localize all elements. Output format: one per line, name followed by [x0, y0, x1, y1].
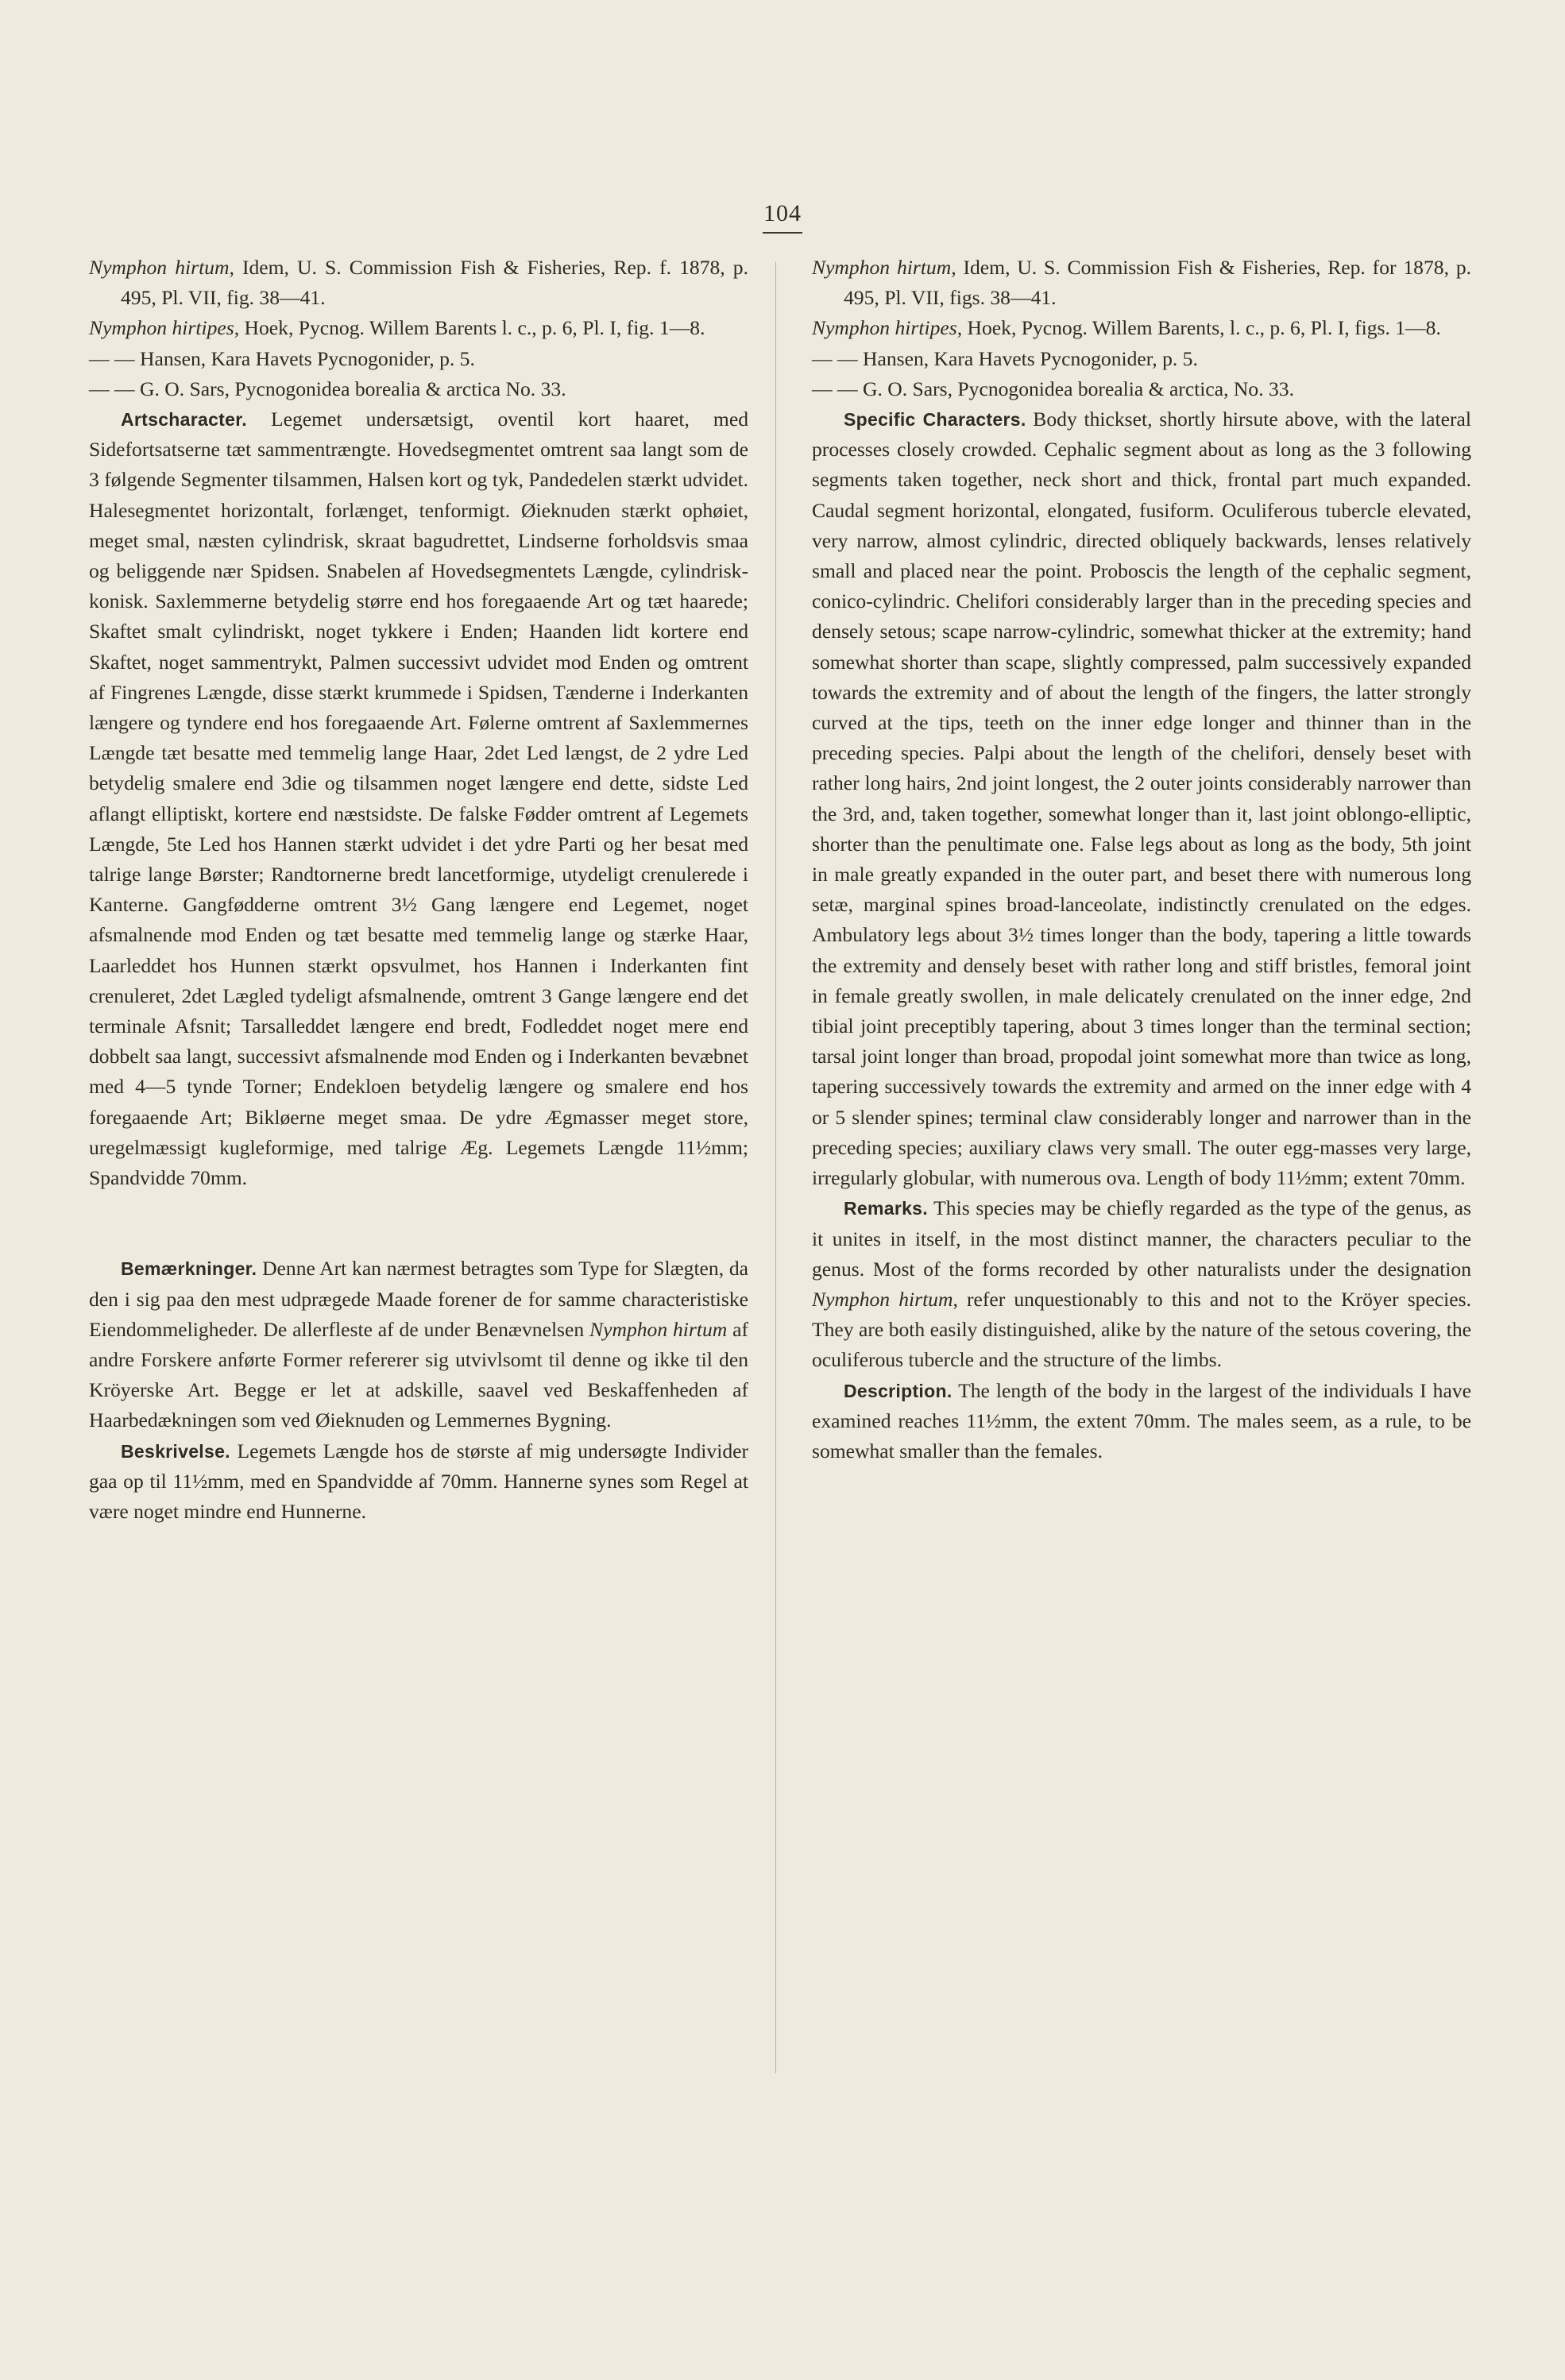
paragraph-text: Body thickset, shortly hirsute above, with the lateral processes closely crowded. Cephalic segment about as long as the 3 following segments taken together, neck short and thick, frontal part much expanded. Caudal segment horizontal, elongated, fusiform. Oculiferous tubercle elevated, very narrow, almost cylindric, directed obliquely backwards, lenses relatively small and placed near the point. Proboscis the length of the cephalic segment, conico-cylindric. Chelifori considerably larger than in the preceding species and densely setous; scape narrow-cylindric, somewhat thicker at the extremity; hand somewhat shorter than scape, slightly compressed, palm successively expanded towards the extremity and of about the length of the fingers, the latter strongly curved at the tips, teeth on the inner edge longer and thinner than in the preceding species. Palpi about the length of the chelifori, densely beset with rather long hairs, 2nd joint longest, the 2 outer joints considerably narrower than the 3rd, and, taken together, somewhat longer than it, last joint oblongo-elliptic, shorter than the penultimate one. False legs about as long as the body, 5th joint in male greatly expanded in the outer part, and beset there with numerous long setæ, marginal spines broad-lanceolate, indistinctly crenulated on the edges. Ambulatory legs about 3½ times longer than the body, tapering a little towards the extremity and densely beset with rather long and stiff bristles, femoral joint in female greatly swollen, in male delicately crenulated on the inner edge, 2nd tibial joint preceptibly tapering, about 3 times longer than the terminal section; tarsal joint longer than broad, propodal joint somewhat more than twice as long, tapering successively towards the extremity and armed on the inner edge with 4 or 5 slender spines; terminal claw considerably longer and narrower than in the preceding species; auxiliary claws very small. The outer egg-masses very large, irregularly globular, with numerous ova. Length of body 11½mm; extent 70mm. [812, 408, 1471, 1190]
reference-entry [89, 253, 748, 313]
reference-entry [812, 313, 1471, 343]
reference-text: Hansen, Kara Havets Pycnogonider, p. 5. [857, 346, 1198, 370]
column-divider [775, 262, 776, 2073]
species-characters-paragraph [89, 404, 748, 1193]
reference-text: Hoek, Pycnog. Willem Barents, l. c., p. 6, Pl. I, figs. 1—8. [962, 316, 1441, 340]
reference-text: G. O. Sars, Pycnogonidea borealia & arctica No. 33. [134, 377, 566, 400]
reference-entry [812, 344, 1471, 374]
section-heading: Remarks. [844, 1198, 928, 1219]
taxon-name: Nymphon hirtipes, [89, 316, 240, 340]
reference-text: Idem, U. S. Commission Fish & Fisheries, Rep. for 1878, p. 495, Pl. VII, figs. 38—41. [844, 256, 1472, 310]
taxon-name: Nymphon hirtipes, [812, 316, 963, 340]
spacer [89, 1193, 748, 1254]
paragraph-text: af andre Forskere anførte Former refererer sig utvivlsomt til denne og ikke til den Kröyerske Art. Begge er let at adskille, saavel ved Beskaffenheden af Haarbedækningen som ved Øieknuden og Lemmernes Bygning. [89, 1317, 748, 1432]
description-paragraph [812, 1376, 1471, 1467]
taxon-name: Nymphon hirtum, [812, 256, 956, 279]
paragraph-text: This species may be chiefly regarded as the type of the genus, as it unites in itself, in the most distinct manner, the characters peculiar to the genus. Most of the forms recorded by other naturalists under the designation [812, 1196, 1471, 1281]
description-paragraph [89, 1436, 748, 1528]
section-heading: Beskrivelse. [121, 1440, 230, 1462]
reference-entry [89, 374, 748, 404]
paragraph-text: Denne Art kan nærmest betragtes som Type for Slægten, da den i sig paa den mest udprægede Maade forener de for samme characteristiske Eiendommeligheder. De allerfleste af de under Benævnelsen [89, 1257, 748, 1341]
reference-entry [89, 344, 748, 374]
ditto-mark: — — [812, 377, 858, 400]
section-heading: Specific Characters. [844, 409, 1026, 431]
paragraph-text: Legemets Længde hos de største af mig undersøgte Individer gaa op til 11½mm, med en Spandvidde af 70mm. Hannerne synes som Regel at være noget mindre end Hunnerne. [89, 1439, 748, 1523]
ditto-mark: — — [812, 346, 858, 370]
paragraph-text: The length of the body in the largest of the individuals I have examined reaches 11½mm, the extent 70mm. The males seem, as a rule, to be somewhat smaller than the females. [812, 1378, 1471, 1462]
taxon-name: Nymphon hirtum [812, 1287, 953, 1311]
right-column [812, 253, 1471, 1466]
reference-entry [812, 253, 1471, 313]
remarks-paragraph [812, 1193, 1471, 1375]
page-number: 104 [763, 200, 802, 226]
species-characters-paragraph [812, 404, 1471, 1193]
reference-text: Hoek, Pycnog. Willem Barents l. c., p. 6, Pl. I, fig. 1—8. [239, 316, 705, 340]
reference-entry [89, 313, 748, 343]
left-column [89, 253, 748, 1527]
ditto-mark: — — [89, 346, 135, 370]
taxon-name: Nymphon hirtum [589, 1317, 728, 1341]
section-heading: Description. [844, 1380, 953, 1401]
header-rule [763, 232, 802, 234]
remarks-paragraph [89, 1254, 748, 1435]
ditto-mark: — — [89, 377, 135, 400]
reference-entry [812, 374, 1471, 404]
reference-text: Hansen, Kara Havets Pycnogonider, p. 5. [134, 346, 475, 370]
paragraph-text: Legemet undersætsigt, oventil kort haaret, med Sidefortsatserne tæt sammentrængte. Hovedsegmentet omtrent saa langt som de 3 følgende Segmenter tilsammen, Halsen kort og tyk, Pandedelen stærkt udvidet. Halesegmentet horizontalt, forlænget, tenformigt. Øieknuden stærkt ophøiet, meget smal, næsten cylindrisk, skraat bagudrettet, Lindserne forholdsvis smaa og beliggende nær Spidsen. Snabelen af Hovedsegmentets Længde, cylindrisk-konisk. Saxlemmerne betydelig større end hos foregaaende Art og tæt haarede; Skaftet smalt cylindriskt, noget tykkere i Enden; Haanden lidt kortere end Skaftet, noget sammentrykt, Palmen successivt udvidet mod Enden og omtrent af Fingrenes Længde, disse stærkt krummede i Spidsen, Tænderne i Inderkanten længere og tyndere end hos foregaaende Art. Følerne omtrent af Saxlemmernes Længde tæt besatte med temmelig lange Haar, 2det Led længst, de 2 ydre Led betydelig smalere end 3die og tilsammen noget længere end dette, sidste Led aflangt elliptiskt, kortere end næstsidste. De falske Fødder omtrent af Legemets Længde, 5te Led hos Hannen stærkt udvidet i det ydre Parti og her besat med talrige lange Børster; Randtornerne bredt lancetformige, utydeligt crenulerede i Kanterne. Gangfødderne omtrent 3½ Gang længere end Legemet, noget afsmalnende mod Enden og tæt besatte med temmelig lange og stærke Haar, Laarleddet hos Hunnen stærkt opsvulmet, hos Hannen i Inderkanten fint crenuleret, 2det Lægled tydeligt afsmalnende, omtrent 3 Gange længere end det terminale Afsnit; Tarsalleddet længere end bredt, Fodleddet noget mere end dobbelt saa langt, successivt afsmalnende mod Enden og i Inderkanten bevæbnet med 4—5 tynde Torner; Endekloen betydelig længere og smalere end hos foregaaende Art; Bikløerne meget smaa. De ydre Ægmasser meget store, uregelmæssigt kugleformige, med talrige Æg. Legemets Længde 11½mm; Spandvidde 70mm. [89, 408, 748, 1190]
section-heading: Artscharacter. [121, 409, 247, 431]
section-heading: Bemærkninger. [121, 1258, 257, 1280]
taxon-name: Nymphon hirtum, [89, 256, 234, 279]
reference-text: Idem, U. S. Commission Fish & Fisheries, Rep. f. 1878, p. 495, Pl. VII, fig. 38—41. [121, 256, 749, 310]
reference-text: G. O. Sars, Pycnogonidea borealia & arctica, No. 33. [857, 377, 1294, 400]
paragraph-text: , refer unquestionably to this and not to the Kröyer species. They are both easily distinguished, alike by the nature of the setous covering, the oculiferous tubercle and the structure of the limbs. [812, 1287, 1471, 1372]
